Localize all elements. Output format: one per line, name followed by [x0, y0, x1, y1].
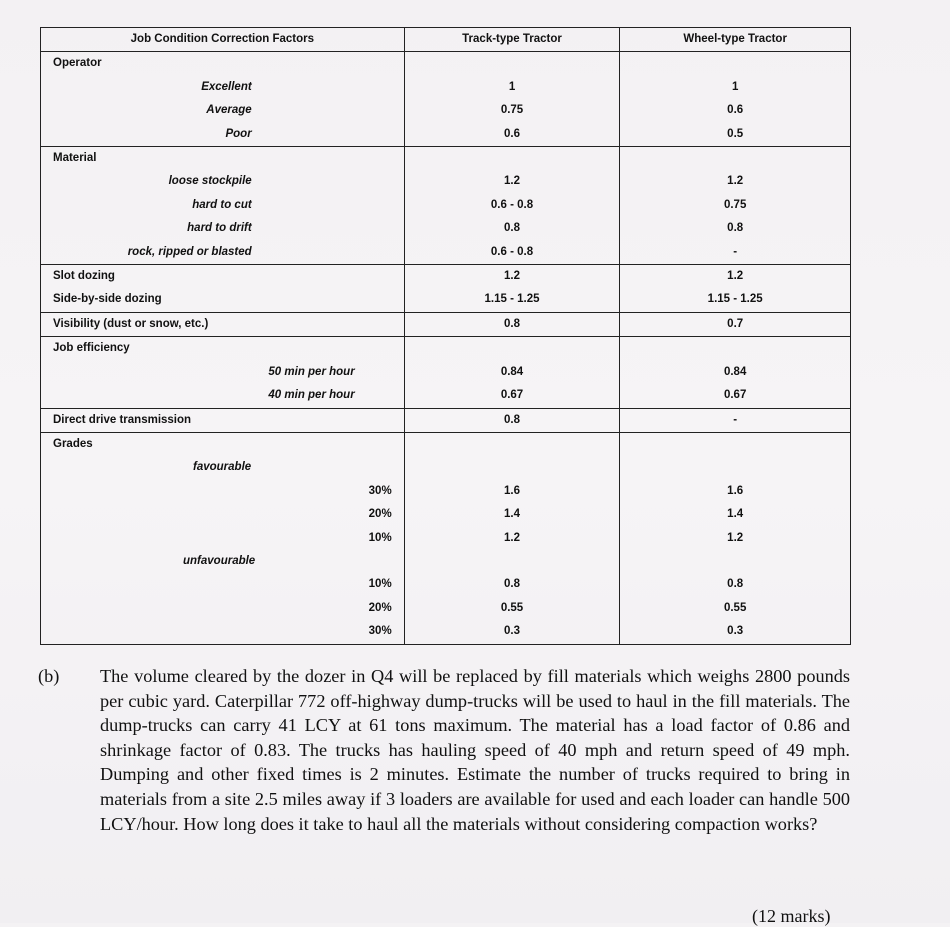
- table-row: hard to cut 0.6 - 0.8 0.75: [41, 194, 851, 217]
- section-title: Operator: [41, 52, 405, 76]
- marks-label: (12 marks): [752, 906, 831, 926]
- table-row: 30% 1.6 1.6: [41, 480, 851, 503]
- table-row: Direct drive transmission 0.8 -: [41, 408, 851, 432]
- table-row: 20% 0.55 0.55: [41, 597, 851, 620]
- table-row: 40 min per hour 0.67 0.67: [41, 384, 851, 408]
- table-header-row: [41, 28, 851, 52]
- grades-favourable: favourable: [41, 456, 851, 479]
- table-row: 50 min per hour 0.84 0.84: [41, 361, 851, 384]
- table-row: 20% 1.4 1.4: [41, 503, 851, 526]
- table-row: 10% 1.2 1.2: [41, 527, 851, 550]
- section-grades: [41, 432, 851, 456]
- section-title: Grades: [41, 432, 405, 456]
- table-row: Slot dozing 1.2 1.2: [41, 265, 851, 289]
- table-row: 30% 0.3 0.3: [41, 620, 851, 644]
- table-row: Average 0.75 0.6: [41, 99, 851, 122]
- section-job-efficiency: [41, 337, 851, 361]
- table-row: Side-by-side dozing 1.15 - 1.25 1.15 - 1.25: [41, 288, 851, 312]
- section-title: Job efficiency: [41, 337, 405, 361]
- question-label: (b): [38, 666, 60, 686]
- question-text: The volume cleared by the dozer in Q4 will be replaced by fill materials which weighs 2800 pounds per cubic yard. Caterpillar 772 off-highway dump-trucks will be used to haul in the fill materials. The dump-trucks can carry 41 LCY at 61 tons maximum. The material has a load factor of 0.86 and shrinkage factor of 0.83. The trucks has hauling speed of 40 mph and return speed of 49 mph. Dumping and other fixed times is 2 minutes. Estimate the number of trucks required to bring in materials from a site 2.5 miles away if 3 loaders are available for used and each loader can handle 500 LCY/hour. How long does it take to haul all the materials without considering compaction works?: [100, 666, 850, 834]
- table-row: Visibility (dust or snow, etc.) 0.8 0.7: [41, 312, 851, 336]
- header-factors: Job Condition Correction Factors: [41, 28, 405, 52]
- section-operator: [41, 52, 851, 76]
- header-wheel: Wheel-type Tractor: [620, 28, 851, 52]
- correction-factors-table: [40, 27, 851, 645]
- header-track: Track-type Tractor: [404, 28, 620, 52]
- table-row: 10% 0.8 0.8: [41, 573, 851, 596]
- table-row: Excellent 1 1: [41, 76, 851, 99]
- table-row: hard to drift 0.8 0.8: [41, 217, 851, 240]
- section-material: [41, 147, 851, 171]
- grades-unfavourable: unfavourable: [41, 550, 851, 573]
- section-title: Material: [41, 147, 405, 171]
- table-row: rock, ripped or blasted 0.6 - 0.8 -: [41, 241, 851, 265]
- table-row: Poor 0.6 0.5: [41, 123, 851, 147]
- table-row: loose stockpile 1.2 1.2: [41, 170, 851, 193]
